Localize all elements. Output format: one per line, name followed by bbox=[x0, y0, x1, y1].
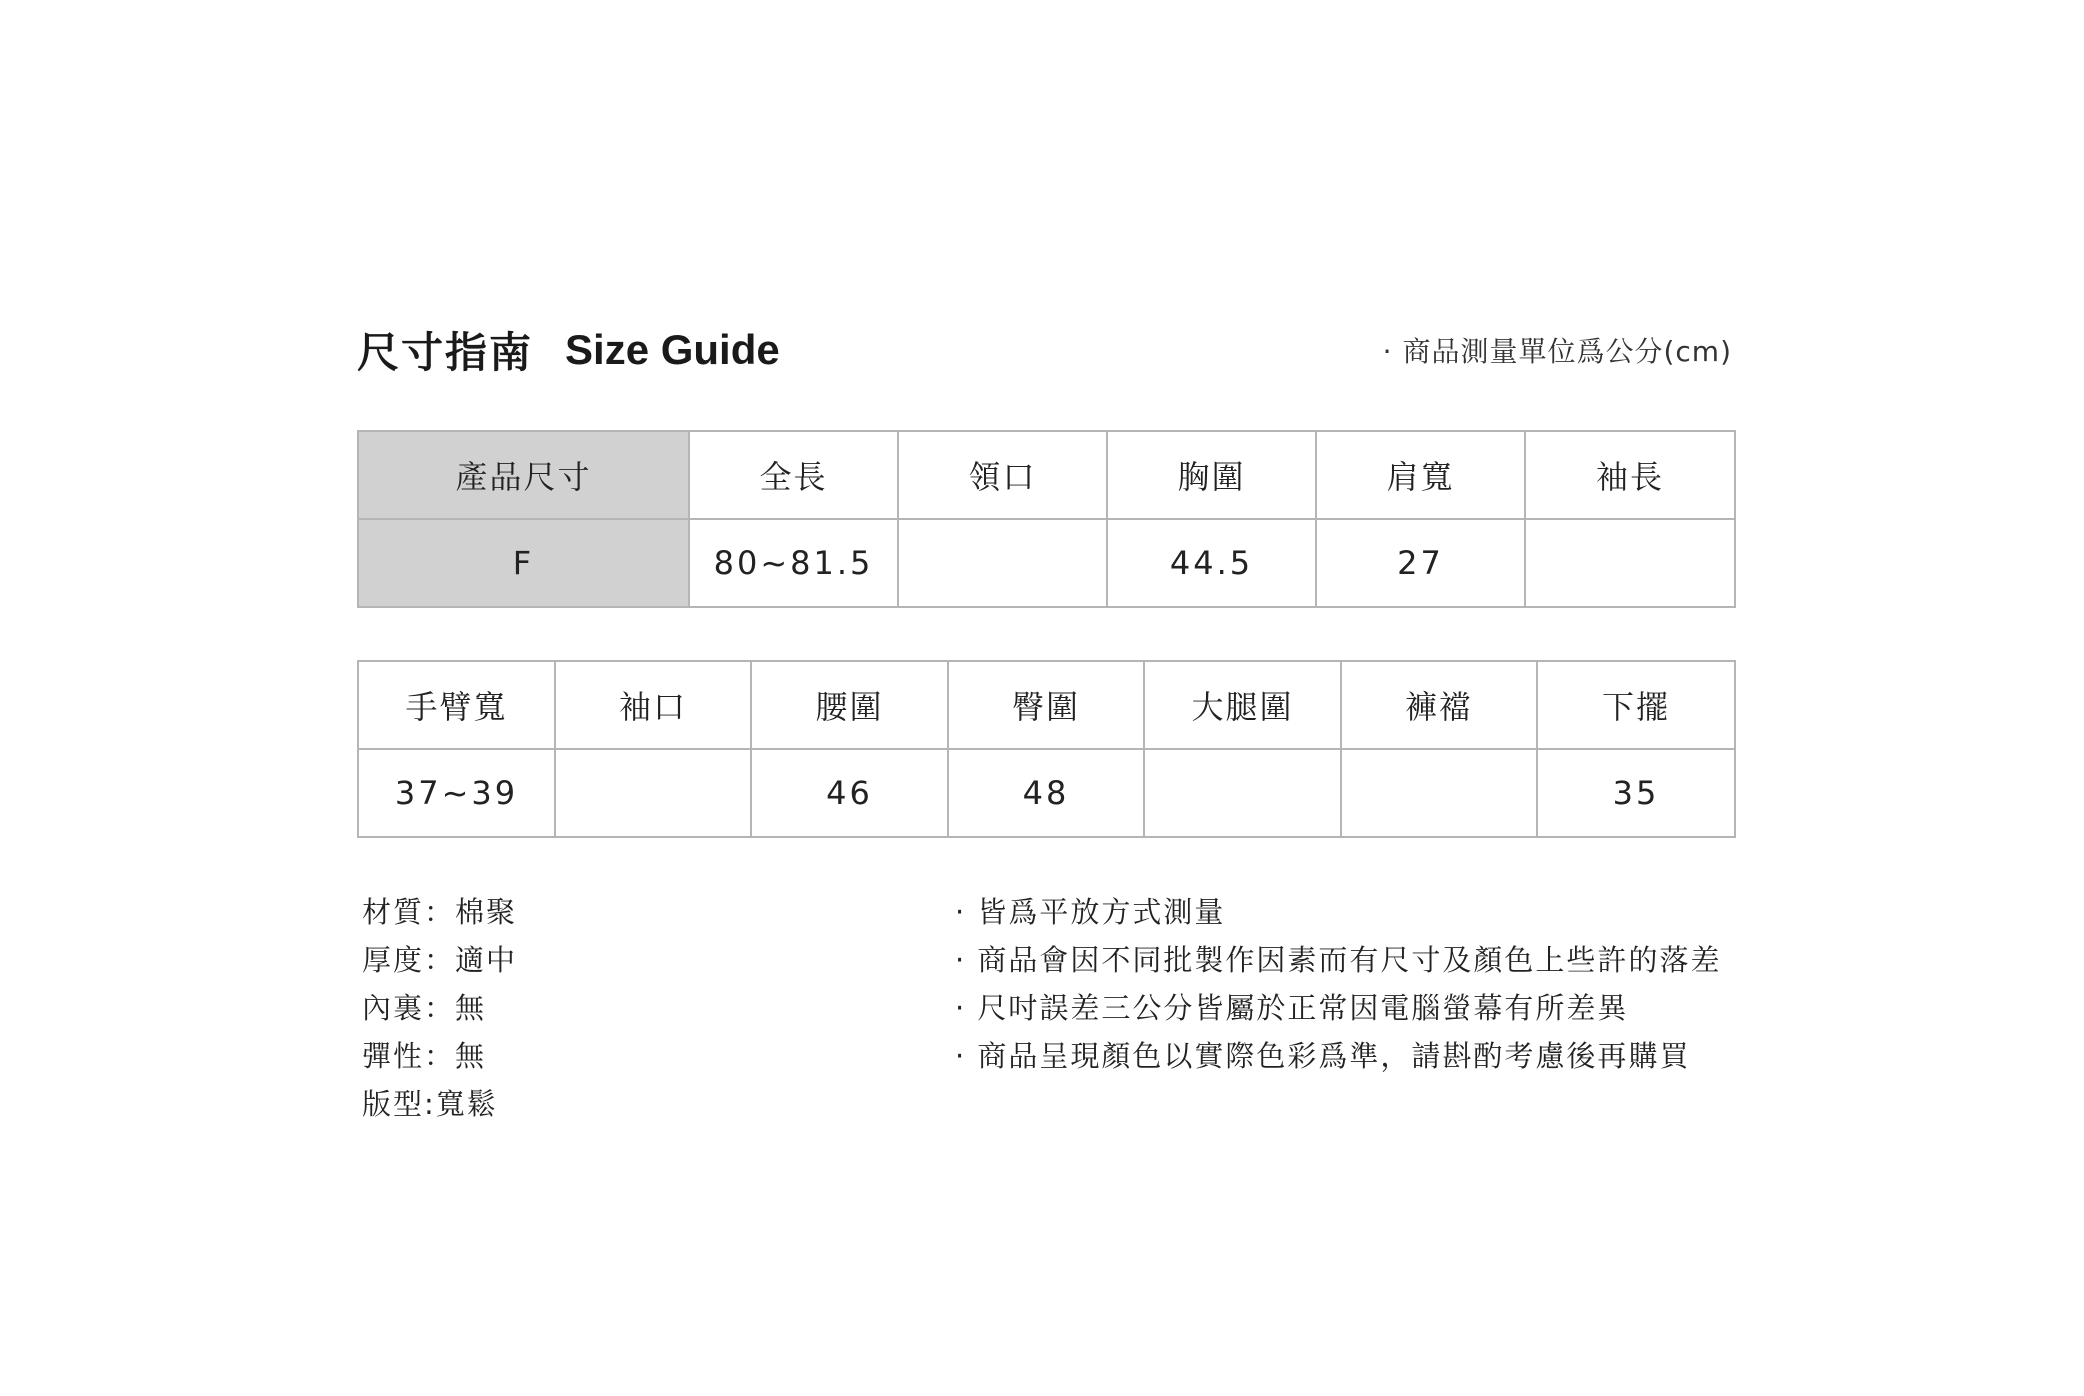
header-cell-cuff: 袖口 bbox=[555, 661, 751, 749]
cell-neckline-value bbox=[898, 519, 1107, 607]
header-cell-product-size: 產品尺寸 bbox=[358, 431, 689, 519]
note-item: · 商品會因不同批製作因素而有尺寸及顏色上些許的落差 bbox=[955, 943, 1722, 977]
cell-sleeve-length-value bbox=[1525, 519, 1735, 607]
spec-lining: 內裏：無 bbox=[362, 991, 487, 1025]
title-chinese: 尺寸指南 bbox=[357, 328, 534, 377]
measurement-notes bbox=[955, 888, 1721, 1080]
cell-hip-value: 48 bbox=[948, 749, 1144, 837]
header-cell-sleeve-length: 袖長 bbox=[1525, 431, 1735, 519]
page-title bbox=[357, 320, 780, 380]
header-cell-total-length: 全長 bbox=[689, 431, 898, 519]
cell-thigh-value bbox=[1144, 749, 1341, 837]
cell-hem-value: 35 bbox=[1537, 749, 1735, 837]
header-cell-waist: 腰圍 bbox=[751, 661, 948, 749]
size-table-lower bbox=[357, 660, 1736, 838]
header-cell-hip: 臀圍 bbox=[948, 661, 1144, 749]
note-item: · 皆爲平放方式測量 bbox=[955, 895, 1226, 929]
header-cell-crotch: 褲襠 bbox=[1341, 661, 1537, 749]
note-item: · 尺吋誤差三公分皆屬於正常因電腦螢幕有所差異 bbox=[955, 991, 1629, 1025]
table-header-row bbox=[358, 661, 1735, 749]
cell-shoulder-value: 27 bbox=[1316, 519, 1525, 607]
cell-crotch-value bbox=[1341, 749, 1537, 837]
cell-size-value: F bbox=[358, 519, 689, 607]
cell-chest-value: 44.5 bbox=[1107, 519, 1316, 607]
size-table-upper bbox=[357, 430, 1736, 608]
header-cell-hem: 下擺 bbox=[1537, 661, 1735, 749]
header-cell-thigh: 大腿圍 bbox=[1144, 661, 1341, 749]
unit-note: · 商品測量單位爲公分(cm) bbox=[1382, 335, 1732, 368]
cell-arm-width-value: 37~39 bbox=[358, 749, 555, 837]
spec-material: 材質：棉聚 bbox=[362, 895, 518, 929]
header-cell-neckline: 領口 bbox=[898, 431, 1107, 519]
table-header-row bbox=[358, 431, 1735, 519]
note-item: · 商品呈現顏色以實際色彩爲準，請斟酌考慮後再購買 bbox=[955, 1039, 1691, 1073]
header-cell-arm-width: 手臂寬 bbox=[358, 661, 555, 749]
spec-elasticity: 彈性：無 bbox=[362, 1039, 487, 1073]
table-row bbox=[358, 749, 1735, 837]
table-row bbox=[358, 519, 1735, 607]
cell-total-length-value: 80~81.5 bbox=[689, 519, 898, 607]
product-specs bbox=[362, 888, 517, 1128]
header-cell-chest: 胸圍 bbox=[1107, 431, 1316, 519]
header-cell-shoulder: 肩寬 bbox=[1316, 431, 1525, 519]
spec-fit: 版型:寬鬆 bbox=[362, 1087, 498, 1121]
cell-cuff-value bbox=[555, 749, 751, 837]
title-english: Size Guide bbox=[565, 326, 780, 373]
spec-thickness: 厚度：適中 bbox=[362, 943, 518, 977]
cell-waist-value: 46 bbox=[751, 749, 948, 837]
